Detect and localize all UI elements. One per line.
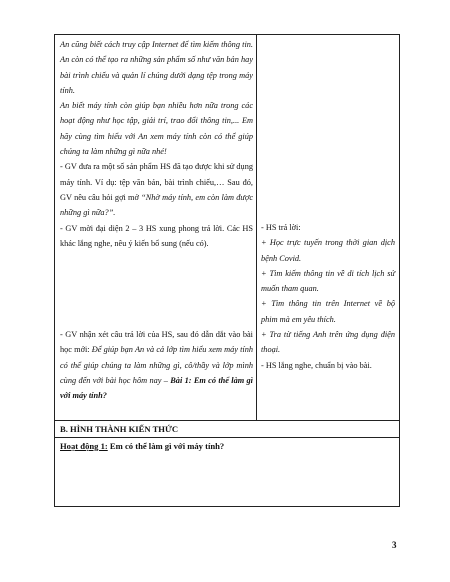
teacher-step-invite: - GV mời đại diện 2 – 3 HS xung phong trả lời. Các HS khác lắng nghe, nêu ý kiến bổ sung (nếu có). bbox=[60, 223, 253, 248]
student-answer-item: + Tra từ tiếng Anh trên ứng dụng điện thoại. bbox=[261, 330, 395, 355]
teacher-step-products: - GV đưa ra một số sản phẩm HS đã tạo được khi sử dụng máy tính. Ví dụ: tệp văn bản, bài trình chiếu,… Sau đó, GV nêu câu hỏi gợi mở “Nhờ máy tính, em còn làm được những gì nữa?”. bbox=[60, 162, 254, 218]
student-answer-intro: - HS trả lời: bbox=[261, 223, 301, 232]
student-answer-item: + Học trực tuyến trong thời gian dịch bệnh Covid. bbox=[261, 238, 395, 263]
spacer bbox=[60, 251, 253, 327]
student-answers-group bbox=[261, 220, 395, 373]
activity-1-heading: Hoạt động 1: Em có thể làm gì với máy tính? bbox=[60, 441, 225, 451]
row-divider bbox=[55, 420, 399, 421]
lesson-table bbox=[54, 34, 400, 507]
student-answer-item: + Tìm thông tin trên Internet về bộ phim mà em yêu thích. bbox=[261, 299, 395, 324]
teacher-step-conclude: - GV nhận xét câu trả lời của HS, sau đó dẫn dắt vào bài học mới: Để giúp bạn An và cả lớp tìm hiểu xem máy tính có thể giúp chúng ta làm những gì, cô/thầy và lớp mình cùng đến với bài học hôm nay – Bài 1: Em có thể làm gì với máy tính? bbox=[60, 330, 253, 401]
teacher-activity-column bbox=[60, 37, 253, 404]
row-divider bbox=[55, 437, 399, 438]
section-b-heading: B. HÌNH THÀNH KIẾN THỨC bbox=[60, 424, 179, 434]
page-number: 3 bbox=[392, 540, 397, 550]
intro-paragraph-1: An cũng biết cách truy cập Internet để tìm kiếm thông tin. An còn có thể tạo ra những sản phẩm số như văn bản hay bài trình chiếu và quản lí chúng dưới dạng tệp trong máy tính. bbox=[60, 40, 253, 95]
student-listen-note: - HS lắng nghe, chuẩn bị vào bài. bbox=[261, 360, 372, 370]
intro-paragraph-2: An biết máy tính còn giúp bạn nhiều hơn nữa trong các hoạt động như học tập, giải trí, trao đổi thông tin,... Em hãy cùng tìm hiểu với An xem máy tính còn có thể giúp chúng ta làm những gì nữa nhé! bbox=[60, 101, 253, 157]
column-divider bbox=[256, 35, 257, 420]
student-answer-item: + Tìm kiếm thông tin về di tích lịch sử muốn tham quan. bbox=[261, 268, 395, 294]
